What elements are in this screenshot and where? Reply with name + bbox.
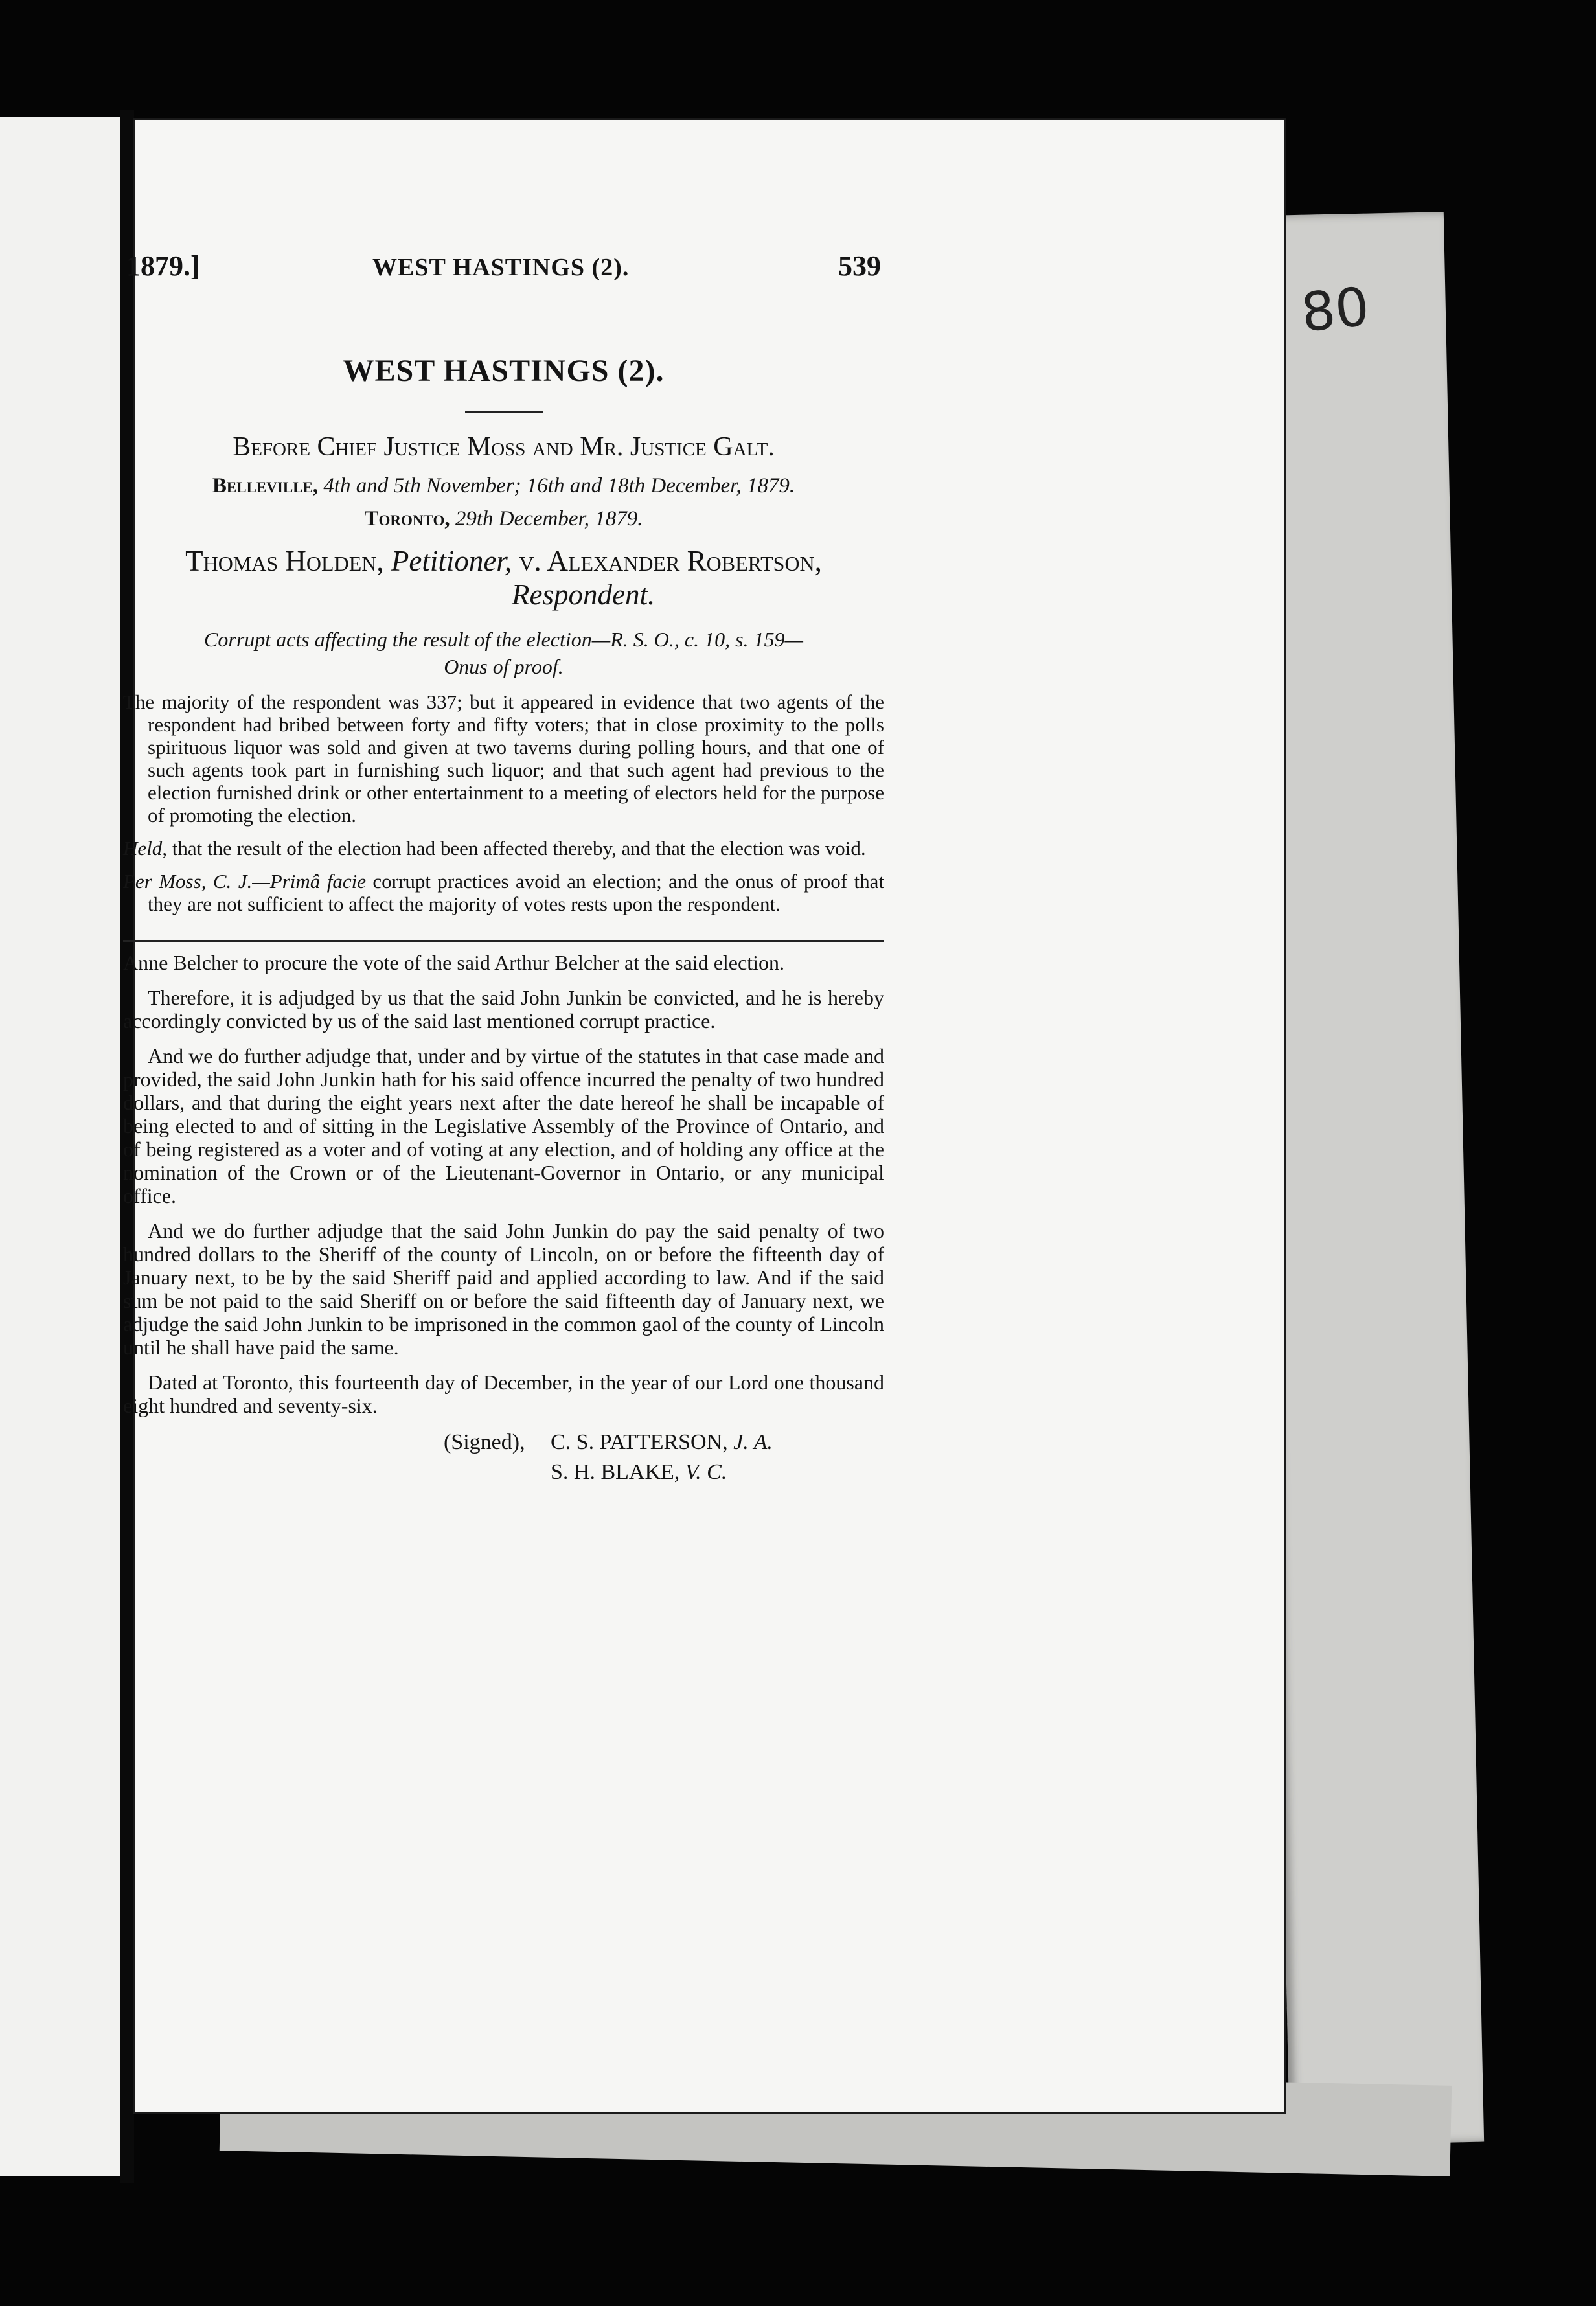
handwritten-annotation: 80 [1298, 276, 1373, 345]
body-paragraph: And we do further adjudge that the said John Junkin do pay the said penalty of two hundred dollars to the Sheriff of the county of Lincoln, on or before the fifteenth day of January next, to be by the said Sheriff paid and applied according to law. And if the said sum be not paid to the said Sheriff on or before the said fifteenth day of January next, we adjudge the said John Junkin to be imprisoned in the common gaol of the county of Lincoln until he shall have paid the same. [123, 1219, 884, 1359]
page-number: 539 [838, 250, 881, 282]
page-content [123, 353, 884, 1501]
facing-page-edge [0, 117, 120, 2176]
headnote-paragraph: The majority of the respondent was 337; but it appeared in evidence that two agents of the respondent had bribed between forty and fifty voters; that in close proximity to the polls spirituous liquor was sold and given at two taverns during polling hours, and that one of such agents took part in furnishing such liquor; and that such agent had previous to the election furnished drink or other entertainment to a meeting of electors held for the purpose of promoting the election. [123, 691, 884, 827]
coram: Before Chief Justice Moss and Mr. Justice Galt. [233, 432, 775, 462]
venue-line-1 [123, 474, 884, 498]
headnote-per-moss-lead: Per Moss, C. J.—Primâ facie [123, 870, 366, 893]
running-head [126, 249, 881, 295]
headnote-held-lead: Held, [123, 837, 168, 860]
respondent: Alexander Robertson, [547, 545, 822, 577]
headnote-per-moss-text: corrupt practices avoid an election; and the onus of proof that they are not sufficient to affect the majority of votes rests upon the respondent. [148, 870, 884, 915]
venue-2-dates: 29th December, 1879. [455, 507, 643, 531]
title-rule [465, 411, 543, 413]
headnote-held [123, 837, 884, 860]
versus: v. [519, 545, 542, 577]
judge-1-title: J. A. [733, 1430, 773, 1454]
signature-block [123, 1430, 884, 1501]
venue-line-2 [123, 507, 884, 531]
body-paragraph: Anne Belcher to procure the vote of the said Arthur Belcher at the said election. [123, 951, 784, 974]
judge-2 [551, 1460, 727, 1485]
judge-1 [551, 1430, 773, 1455]
running-head-year: 1879.] [126, 250, 200, 282]
venue-2-place: Toronto, [364, 507, 450, 531]
judge-2-title: V. C. [685, 1460, 727, 1484]
running-head-title: WEST HASTINGS (2). [372, 254, 630, 281]
petitioner: Thomas Holden, [185, 545, 384, 577]
headnote-per-moss [123, 870, 884, 915]
judge-1-name: C. S. PATTERSON, [551, 1430, 728, 1454]
parties [123, 544, 884, 578]
catchwords-line-1: Corrupt acts affecting the result of the election—R. S. O., c. 10, s. 159— [204, 628, 803, 651]
section-rule [123, 940, 884, 942]
body-paragraph: Therefore, it is adjudged by us that the said John Junkin be convicted, and he is hereby accordingly convicted by us of the said last mentioned corrupt practice. [123, 986, 884, 1033]
respondent-role: Respondent. [512, 578, 656, 611]
venue-1-place: Belleville, [212, 474, 319, 497]
judge-2-name: S. H. BLAKE, [551, 1460, 680, 1484]
underlying-sheet [1249, 212, 1484, 2146]
signed-label: (Signed), [444, 1430, 525, 1454]
venue-1-dates: 4th and 5th November; 16th and 18th December, 1879. [323, 474, 795, 497]
case-title: WEST HASTINGS (2). [343, 354, 665, 388]
petitioner-role: Petitioner, [391, 545, 512, 577]
body-paragraph: And we do further adjudge that, under and by virtue of the statutes in that case made and provided, the said John Junkin hath for his said offence incurred the penalty of two hundred dollars, and that during the eight years next after the date hereof he shall be incapable of being elected to and of sitting in the Legislative Assembly of the Province of Ontario, and of being registered as a voter and of voting at any election, and of holding any office at the nomination of the Crown or of the Lieutenant-Governor in Ontario, or any municipal office. [123, 1044, 884, 1207]
body-paragraph: Dated at Toronto, this fourteenth day of December, in the year of our Lord one thousand eight hundred and seventy-six. [123, 1371, 884, 1417]
headnote-held-text: that the result of the election had been affected thereby, and that the election was void. [167, 837, 866, 860]
catchwords-line-2: Onus of proof. [444, 655, 564, 678]
catchwords [123, 626, 884, 680]
